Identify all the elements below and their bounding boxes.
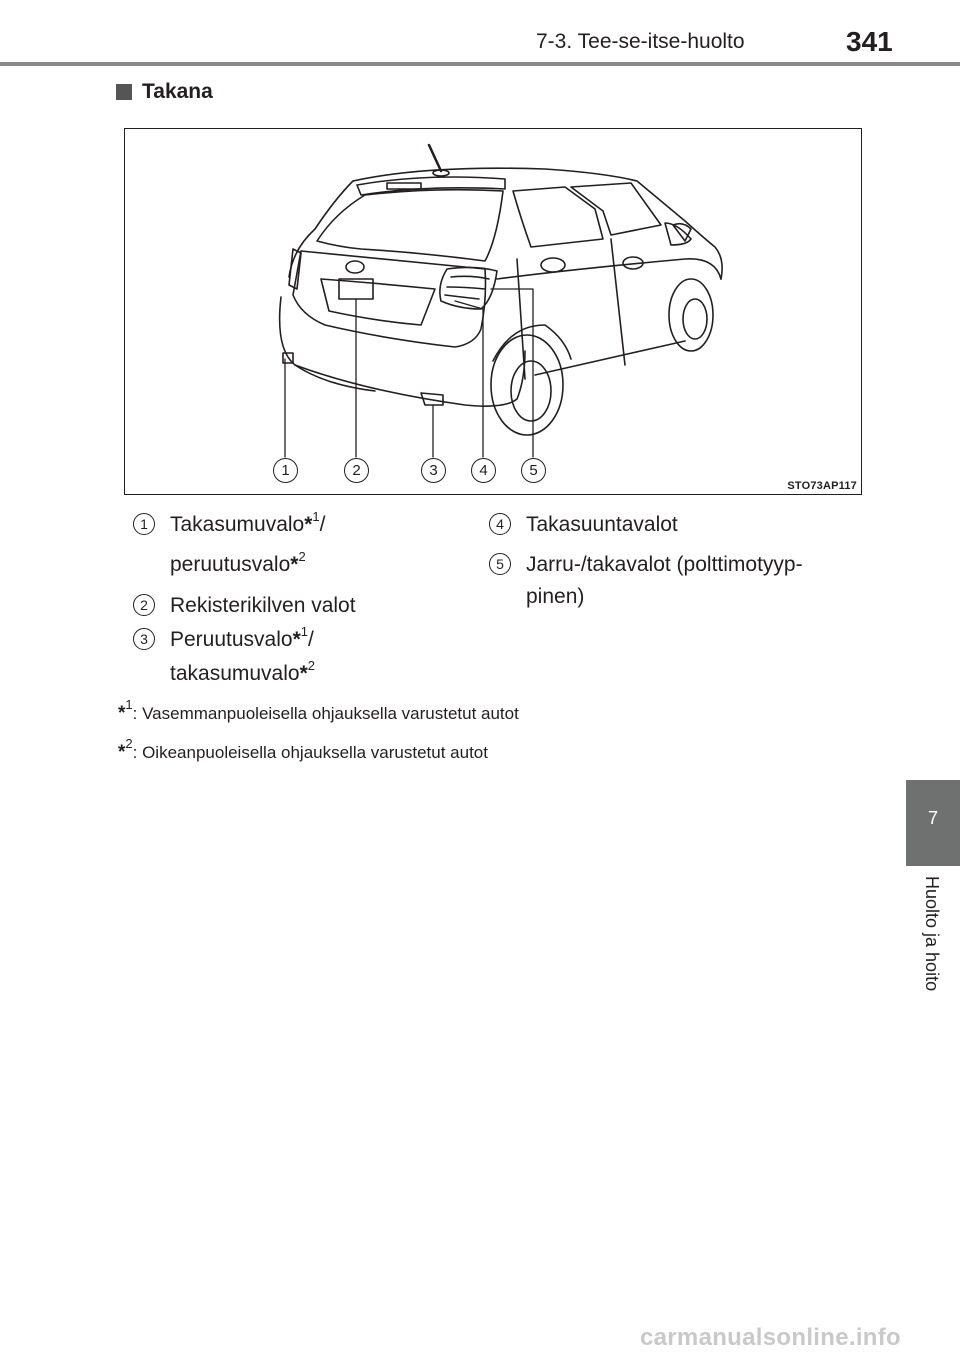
legend-item-3-line1 xyxy=(170,625,314,655)
legend-badge-4: 4 xyxy=(489,513,511,535)
callout-3: 3 xyxy=(421,458,446,483)
page-number: 341 xyxy=(846,26,893,57)
legend-item-5-line2: pinen) xyxy=(526,585,585,608)
footnote-2-sup: 2 xyxy=(125,736,133,751)
header-divider xyxy=(0,62,960,66)
legend-item-3-text-b: takasumuvalo xyxy=(170,662,300,685)
footnote-2-text: : Oikeanpuoleisella ohjauksella varustetut autot xyxy=(132,743,488,762)
footnote-ref: 1 xyxy=(312,509,320,524)
footnote-1-text: : Vasemmanpuoleisella ohjauksella varustetut autot xyxy=(132,704,519,723)
asterisk-mark: * xyxy=(290,553,299,576)
legend-item-5-line1: Jarru-/takavalot (polttimotyyp- xyxy=(526,553,803,576)
callout-5: 5 xyxy=(521,458,546,483)
section-heading-text: Takana xyxy=(142,80,213,103)
legend-item-1-line2 xyxy=(170,550,306,580)
chapter-tab: 7 xyxy=(906,780,960,866)
asterisk-mark: * xyxy=(299,662,308,685)
legend-item-3-sep: / xyxy=(308,628,314,651)
figure-code: STO73AP117 xyxy=(787,480,857,492)
footnote-2 xyxy=(118,736,488,764)
legend-badge-3: 3 xyxy=(133,628,155,650)
footnote-ref: 2 xyxy=(298,549,306,564)
car-rear-illustration xyxy=(124,128,862,495)
callout-4: 4 xyxy=(471,458,496,483)
watermark-text: carmanualsonline.info xyxy=(640,1324,902,1351)
callout-1: 1 xyxy=(273,458,298,483)
section-heading xyxy=(116,80,213,104)
legend-item-4-text: Takasuuntavalot xyxy=(526,513,678,536)
legend-item-1-text-b: peruutusvalo xyxy=(170,553,291,576)
asterisk-mark: * xyxy=(292,628,301,651)
legend-item-3-line2 xyxy=(170,659,315,689)
footnote-1-mark: * xyxy=(118,703,126,724)
header-section-title: 7-3. Tee-se-itse-huolto xyxy=(536,30,745,53)
footnote-1-sup: 1 xyxy=(125,697,133,712)
footnote-ref: 1 xyxy=(300,624,308,639)
legend-item-3-text-a: Peruutusvalo xyxy=(170,628,293,651)
legend-item-2-text: Rekisterikilven valot xyxy=(170,594,356,617)
footnote-ref: 2 xyxy=(307,658,315,673)
callout-2: 2 xyxy=(344,458,369,483)
legend-item-1-line1 xyxy=(170,510,326,540)
footnote-1 xyxy=(118,697,519,725)
legend-item-1-sep: / xyxy=(319,513,326,536)
chapter-label: Huolto ja hoito xyxy=(922,876,942,992)
footnote-2-mark: * xyxy=(118,742,126,763)
legend-badge-2: 2 xyxy=(133,594,155,616)
legend-badge-1: 1 xyxy=(133,513,155,535)
car-drawing xyxy=(125,129,862,495)
square-bullet-icon xyxy=(116,84,132,100)
asterisk-mark: * xyxy=(304,513,313,536)
legend-badge-5: 5 xyxy=(489,553,511,575)
legend-item-1-text-a: Takasumuvalo xyxy=(170,513,305,536)
